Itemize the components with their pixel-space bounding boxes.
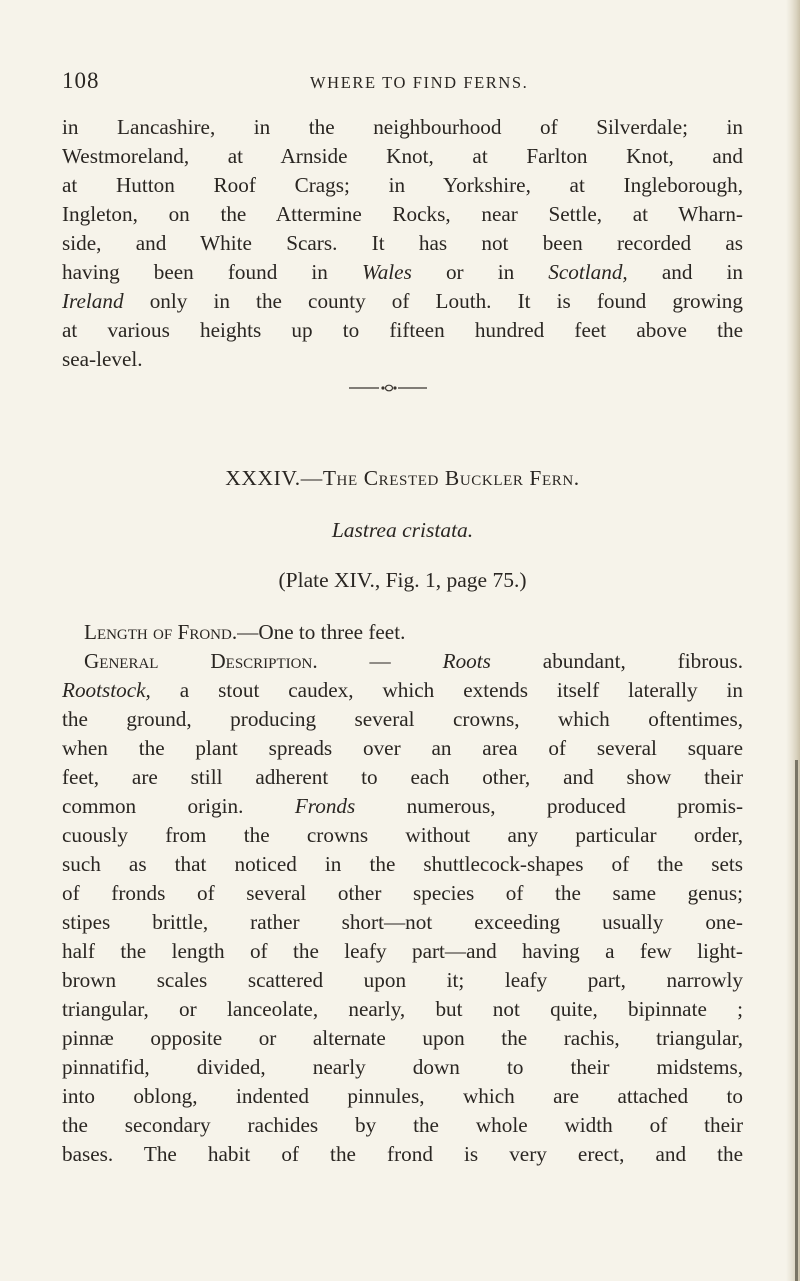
text-line: stipes brittle, rather short—not exceeding usually one- bbox=[62, 910, 743, 934]
text-line: pinnæ opposite or alternate upon the rachis, triangular, bbox=[62, 1026, 743, 1050]
text-line: into oblong, indented pinnules, which are attached to bbox=[62, 1084, 743, 1108]
text-line bbox=[62, 258, 743, 287]
text-fragment: or in bbox=[445, 260, 515, 284]
page-number: 108 bbox=[62, 68, 100, 93]
plate-reference: (Plate XIV., Fig. 1, page 75.) bbox=[278, 568, 527, 592]
text-fragment: common origin. bbox=[62, 794, 244, 818]
roots-term: Roots bbox=[442, 649, 491, 673]
text-line: brown scales scattered upon it; leafy part, narrowly bbox=[62, 968, 743, 992]
text-line: such as that noticed in the shuttlecock-shapes of the sets bbox=[62, 852, 743, 876]
text-line: in Lancashire, in the neighbourhood of Silverdale; in bbox=[62, 115, 743, 139]
text-line: half the length of the leafy part—and having a few light- bbox=[62, 939, 743, 963]
text-line: at Hutton Roof Crags; in Yorkshire, at Ingleborough, bbox=[62, 173, 743, 197]
fronds-term: Fronds bbox=[294, 794, 356, 818]
text-line bbox=[62, 792, 743, 821]
text-line: sea-level. bbox=[62, 347, 143, 371]
text-fragment: a stout caudex, which extends itself laterally in bbox=[150, 678, 743, 702]
text-line: feet, are still adherent to each other, and show their bbox=[62, 765, 743, 789]
text-line bbox=[62, 287, 743, 316]
text-line: cuously from the crowns without any particular order, bbox=[62, 823, 743, 847]
length-label: Length of Frond. bbox=[84, 620, 238, 644]
page-binding-line bbox=[795, 760, 798, 1281]
rootstock-term: Rootstock, bbox=[62, 678, 151, 702]
section-dash: — bbox=[300, 466, 323, 490]
section-number: XXXIV. bbox=[225, 466, 301, 490]
text-line: of fronds of several other species of the same genus; bbox=[62, 881, 743, 905]
description-body bbox=[62, 618, 743, 1169]
text-line bbox=[62, 676, 743, 705]
text-line: bases. The habit of the frond is very erect, and the bbox=[62, 1142, 743, 1166]
place-wales: Wales bbox=[361, 260, 412, 284]
text-line: at various heights up to fifteen hundred feet above the bbox=[62, 318, 743, 342]
text-fragment: numerous, produced promis- bbox=[406, 794, 744, 818]
text-fragment: only in the county of Louth. It is found growing bbox=[149, 289, 743, 313]
length-line bbox=[62, 618, 743, 647]
text-line: pinnatifid, divided, nearly down to their midstems, bbox=[62, 1055, 743, 1079]
latin-name: Lastrea cristata. bbox=[331, 518, 474, 542]
general-line bbox=[62, 647, 743, 676]
running-head: WHERE TO FIND FERNS. bbox=[310, 73, 529, 92]
place-scotland: Scotland, bbox=[548, 260, 628, 284]
section-title bbox=[62, 466, 743, 491]
section-ornament bbox=[349, 383, 427, 393]
general-label: General Description. bbox=[84, 649, 318, 673]
length-text: —One to three feet. bbox=[237, 620, 406, 644]
text-fragment: and in bbox=[661, 260, 744, 284]
section-heading: The Crested Buckler Fern. bbox=[322, 466, 580, 490]
page-header bbox=[62, 68, 742, 98]
text-line: when the plant spreads over an area of several square bbox=[62, 736, 743, 760]
place-ireland: Ireland bbox=[62, 289, 124, 313]
text-line: side, and White Scars. It has not been recorded as bbox=[62, 231, 743, 255]
text-line: Westmoreland, at Arnside Knot, at Farlton Knot, and bbox=[62, 144, 743, 168]
text-fragment: having been found in bbox=[62, 260, 328, 284]
roots-text: abundant, fibrous. bbox=[490, 649, 743, 673]
text-line: the ground, producing several crowns, which oftentimes, bbox=[62, 707, 743, 731]
paragraph-continued bbox=[62, 113, 743, 374]
general-dash: — bbox=[317, 649, 443, 673]
text-line: triangular, or lanceolate, nearly, but not quite, bipinnate ; bbox=[62, 997, 743, 1021]
text-line: Ingleton, on the Attermine Rocks, near Settle, at Wharn- bbox=[62, 202, 743, 226]
text-line: the secondary rachides by the whole width of their bbox=[62, 1113, 743, 1137]
